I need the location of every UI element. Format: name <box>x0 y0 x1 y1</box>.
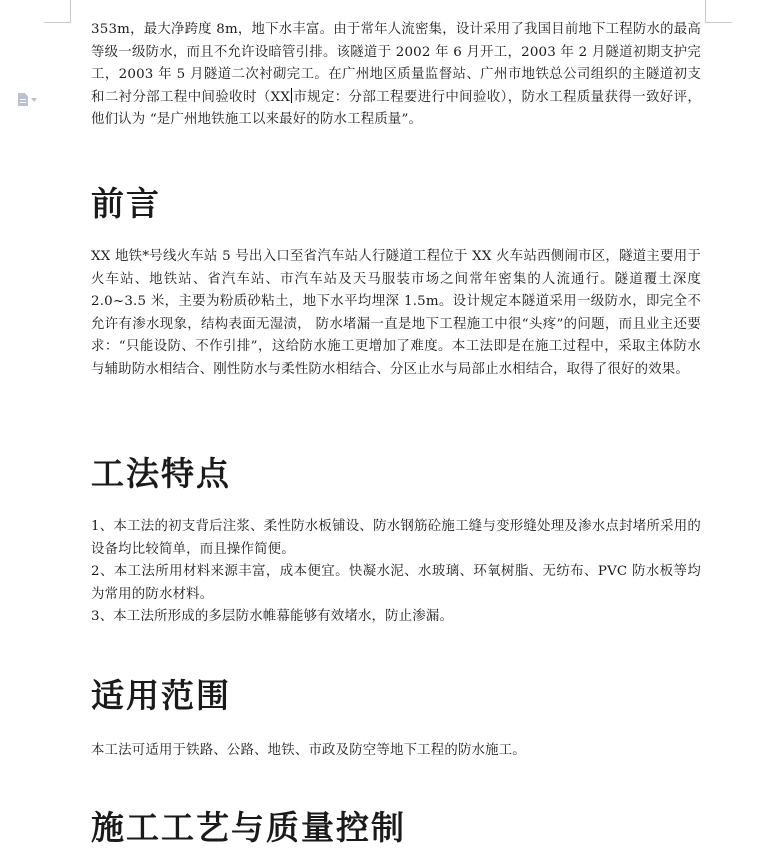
section-heading-process: 施工工艺与质量控制 <box>91 808 406 847</box>
intro-paragraph <box>91 19 701 132</box>
features-list <box>91 516 701 629</box>
features-item-1: 1、本工法的初支背后注浆、柔性防水板铺设、防水钢筋砼施工缝与变形缝处理及渗水点封堵所采用的设备均比较简单，而且操作简便。 <box>91 519 701 557</box>
document-outline-icon <box>18 93 28 106</box>
features-item-2: 2、本工法所用材料来源丰富，成本便宜。快凝水泥、水玻璃、环氧树脂、无纺布、PVC 防水板等均为常用的防水材料。 <box>91 564 701 602</box>
page-corner-mark-right <box>705 0 732 23</box>
scope-paragraph <box>91 740 701 763</box>
section-heading-features: 工法特点 <box>91 454 231 493</box>
preface-text: XX 地铁*号线火车站 5 号出入口至省汽车站人行隧道工程位于 XX 火车站西侧闹市区，隧道主要用于火车站、地铁站、省汽车站、市汽车站及天马服装市场之间常年密集的人流通行。隧道覆土深度 2.0~3.5 米，主要为粉质砂粘土，地下水平均埋深 1.5m。设计规定本隧道采用一级防水，即完全不允许有渗水现象，结构表面无湿渍， 防水堵漏一直是地下工程施工中很“头疼”的问题，而且业主还要求：“只能设防、不作引排”，这给防水施工更增加了难度。本工法即是在施工过程中，采取主体防水与辅助防水相结合、刚性防水与柔性防水相结合、分区止水与局部止水相结合，取得了很好的效果。 <box>91 249 701 377</box>
paragraph-handle[interactable] <box>18 93 37 106</box>
preface-paragraph <box>91 246 701 382</box>
scope-text: 本工法可适用于铁路、公路、地铁、市政及防空等地下工程的防水施工。 <box>91 743 526 758</box>
section-heading-scope: 适用范围 <box>91 676 231 715</box>
intro-text-part1: 353m，最大净跨度 8m，地下水丰富。由于常年人流密集，设计采用了我国目前地下工程防水的最高等级一级防水，而且不允许设暗管引排。该隧道于 2002 年 6 月开工，2003 年 2 月隧道初期支护完工，2003 年 5 月隧道二次衬砌完工。在广州地区质量监督站、广州市地铁总公司组织的主隧道初支和二衬分部工程中间验收时（XX <box>91 22 701 105</box>
intro-text-part2: 市规定：分部工程要进行中间验收），防水工程质量获得一致好评，他们认为 “是广州地铁施工以来最好的防水工程质量”。 <box>91 89 701 128</box>
chevron-down-icon <box>31 98 37 102</box>
section-heading-preface: 前言 <box>91 184 161 223</box>
text-cursor <box>291 88 292 103</box>
features-item-3: 3、本工法所形成的多层防水帷幕能够有效堵水，防止渗漏。 <box>91 609 454 625</box>
page-corner-mark-left <box>44 0 71 23</box>
